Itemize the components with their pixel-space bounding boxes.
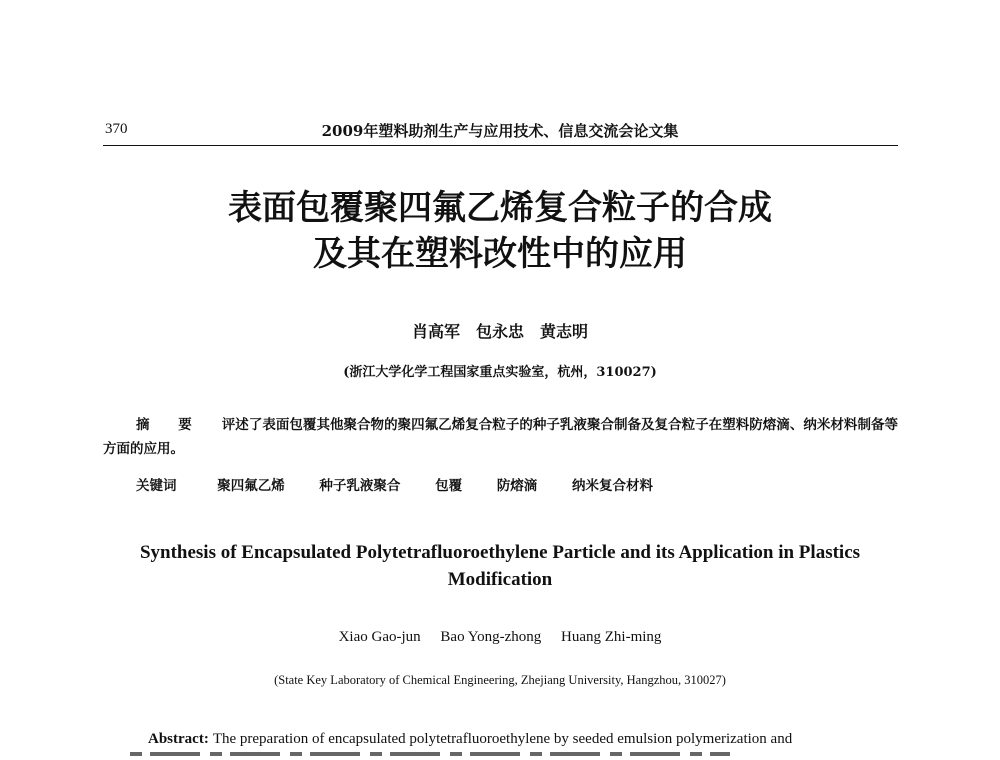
english-affiliation: (State Key Laboratory of Chemical Engineering, Zhejiang University, Hangzhou, 310027) bbox=[274, 673, 726, 687]
english-abstract-label: Abstract: bbox=[148, 731, 209, 747]
english-abstract-text: The preparation of encapsulated polytetrafluoroethylene by seeded emulsion polymerization and bbox=[212, 731, 793, 747]
chinese-authors: 肖高军 包永忠 黄志明 bbox=[411, 322, 588, 341]
author-name: Huang Zhi-ming bbox=[561, 629, 662, 645]
cut-off-next-line bbox=[130, 752, 730, 756]
english-authors bbox=[0, 629, 1000, 646]
chinese-abstract bbox=[103, 413, 898, 461]
running-header: 2009年塑料助剂生产与应用技术、信息交流会论文集 bbox=[321, 122, 679, 140]
keyword: 包覆 bbox=[435, 478, 463, 494]
chinese-title-line-1: 表面包覆聚四氟乙烯复合粒子的合成 bbox=[228, 188, 772, 228]
keyword: 聚四氟乙烯 bbox=[217, 478, 285, 494]
chinese-keywords bbox=[136, 474, 669, 494]
chinese-abstract-label: 摘 要 bbox=[136, 417, 204, 433]
english-title-line-1: Synthesis of Encapsulated Polytetrafluoroethylene Particle and its Application in Plastics bbox=[139, 542, 861, 563]
chinese-keywords-label: 关键词 bbox=[136, 478, 177, 494]
keyword: 纳米复合材料 bbox=[572, 478, 654, 494]
chinese-affiliation: (浙江大学化学工程国家重点实验室，杭州，310027) bbox=[343, 365, 657, 380]
chinese-abstract-text: 评述了表面包覆其他聚合物的聚四氟乙烯复合粒子的种子乳液聚合制备及复合粒子在塑料防熔滴、纳米材料制备等方面的应用。 bbox=[103, 417, 899, 457]
chinese-title-line-2: 及其在塑料改性中的应用 bbox=[313, 234, 687, 274]
header-rule bbox=[103, 145, 898, 146]
english-abstract bbox=[103, 731, 903, 748]
english-title bbox=[0, 539, 1000, 593]
keyword: 防熔滴 bbox=[496, 478, 538, 494]
author-name: Bao Yong-zhong bbox=[440, 629, 542, 645]
english-title-line-2: Modification bbox=[447, 569, 553, 590]
chinese-title bbox=[0, 185, 1000, 277]
author-name: Xiao Gao-jun bbox=[338, 629, 421, 645]
keyword: 种子乳液聚合 bbox=[319, 478, 401, 494]
page-number: 370 bbox=[105, 121, 128, 137]
